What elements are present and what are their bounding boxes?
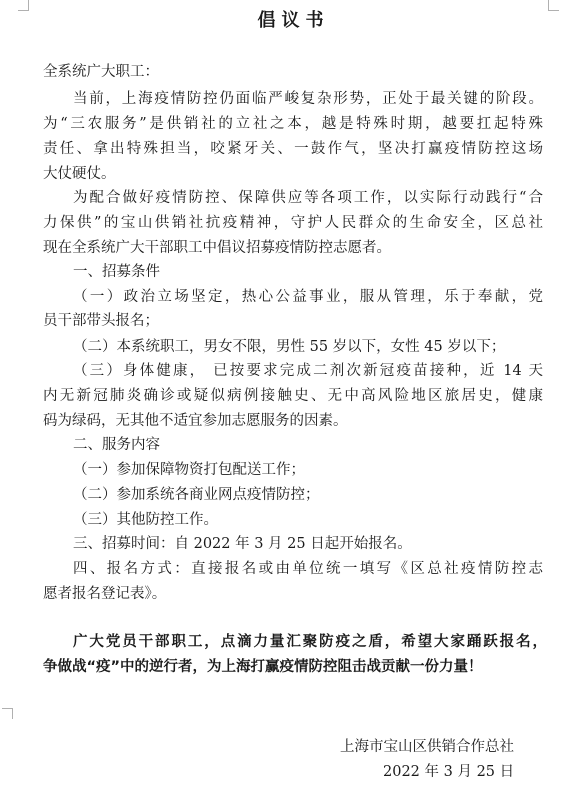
section1-item3-line1: （三）身体健康， 已按要求完成二剂次新冠疫苗接种，近 14 天 bbox=[73, 363, 543, 379]
section4-line1: 四、报名方式：直接报名或由单位统一填写《区总社疫情防控志 bbox=[73, 561, 543, 577]
section1-heading: 一、招募条件 bbox=[73, 264, 160, 280]
closing-line1: 广大党员干部职工，点滴力量汇聚防疫之盾，希望大家踊跃报名， bbox=[73, 634, 547, 650]
closing-line2: 争做战“疫”中的逆行者，为上海打赢疫情防控阻击战贡献一份力量！ bbox=[43, 659, 483, 675]
para2-line2: 力保供”的宝山供销社抗疫精神，守护人民群众的生命安全，区总社 bbox=[43, 215, 543, 231]
signature-date: 2022 年 3 月 25 日 bbox=[383, 764, 515, 780]
para1-line3: 责任、拿出特殊担当，咬紧牙关、一鼓作气，坚决打赢疫情防控这场 bbox=[43, 141, 543, 157]
section1-item1-line2: 员干部带头报名； bbox=[43, 313, 159, 329]
signature-org: 上海市宝山区供销合作总社 bbox=[340, 739, 514, 755]
section1-item2: （二）本系统职工，男女不限，男性 55 岁以下，女性 45 岁以下； bbox=[73, 339, 506, 355]
section4-line2: 愿者报名登记表》。 bbox=[43, 586, 167, 602]
section2-item3: （三）其他防控工作。 bbox=[73, 512, 218, 528]
section2-heading: 二、服务内容 bbox=[73, 437, 160, 453]
salutation: 全系统广大职工： bbox=[43, 64, 159, 80]
section1-item3-line2: 内无新冠肺炎确诊或疑似病例接触史、无中高风险地区旅居史，健康 bbox=[43, 388, 543, 404]
para1-line1: 当前，上海疫情防控仍面临严峻复杂形势，正处于最关键的阶段。 bbox=[73, 91, 543, 107]
para1-line4: 大仗硬仗。 bbox=[43, 166, 116, 182]
section2-item2: （二）参加系统各商业网点疫情防控； bbox=[73, 487, 320, 503]
section1-item3-line3: 码为绿码，无其他不适宜参加志愿服务的因素。 bbox=[43, 413, 348, 429]
section3-recruit-time: 三、招募时间：自 2022 年 3 月 25 日起开始报名。 bbox=[73, 536, 412, 552]
margin-corner-mark bbox=[2, 708, 13, 719]
section2-item1: （一）参加保障物资打包配送工作； bbox=[73, 462, 305, 478]
para2-line1: 为配合做好疫情防控、保障供应等各项工作，以实际行动践行“合 bbox=[73, 190, 543, 206]
para1-line2: 为“三农服务”是供销社的立社之本，越是特殊时期，越要扛起特殊 bbox=[43, 116, 543, 132]
para2-line3: 现在全系统广大干部职工中倡议招募疫情防控志愿者。 bbox=[43, 240, 391, 256]
section1-item1-line1: （一）政治立场坚定，热心公益事业，服从管理，乐于奉献，党 bbox=[73, 289, 543, 305]
document-title: 倡议书 bbox=[257, 10, 330, 31]
